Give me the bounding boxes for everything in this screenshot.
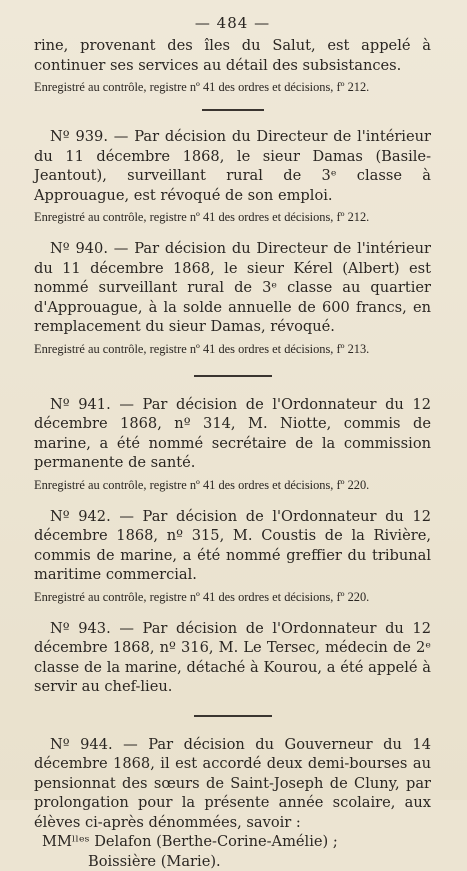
section-divider [194,715,272,717]
decision-text: Nº 939. — Par décision du Directeur de l'intérieur du 11 décembre 1868, le sieur Damas (Basile-Jeantout), surveillant rural de 3ᵉ classe à Approuague, est révoqué de son emploi. [34,127,431,205]
registry-note: Enregistré au contrôle, registre nº 41 des ordres et décisions, fº 220. [34,477,431,493]
pupil-list [34,832,431,871]
pupil-name: Delafon (Berthe-Corine-Amélie) ; [94,833,338,850]
registry-note: Enregistré au contrôle, registre nº 41 des ordres et décisions, fº 213. [34,341,431,357]
decision-text: Nº 943. — Par décision de l'Ordonnateur du 12 décembre 1868, nº 316, M. Le Tersec, médecin de 2ᵉ classe de la marine, détaché à Kourou, a été appelé à servir au chef-lieu. [34,619,431,697]
decision-entry-942 [34,507,431,605]
section-divider [194,375,272,377]
registry-note: Enregistré au contrôle, registre nº 41 des ordres et décisions, fº 220. [34,589,431,605]
title-prefix: MMˡˡᵉˢ [42,833,90,850]
decision-entry-939 [34,127,431,225]
continuation-block [34,36,431,95]
decision-entry-940 [34,239,431,357]
decision-text: Nº 944. — Par décision du Gouverneur du 14 décembre 1868, il est accordé deux demi-bourses au pensionnat des sœurs de Saint-Joseph de Cluny, par prolongation pour la présente année scolaire, aux élèves ci-après dénommées, savoir : [34,735,431,833]
registry-note: Enregistré au contrôle, registre nº 41 des ordres et décisions, fº 212. [34,209,431,225]
continuation-text: rine, provenant des îles du Salut, est appelé à continuer ses services au détail des subsistances. [34,36,431,75]
decision-text: Nº 940. — Par décision du Directeur de l'intérieur du 11 décembre 1868, le sieur Kérel (Albert) est nommé surveillant rural de 3ᵉ classe au quartier d'Approuague, à la solde annuelle de 600 francs, en remplacement du sieur Damas, révoqué. [34,239,431,337]
decision-text: Nº 942. — Par décision de l'Ordonnateur du 12 décembre 1868, nº 315, M. Coustis de la Rivière, commis de marine, a été nommé greffier du tribunal maritime commercial. [34,507,431,585]
pupil-name-2: Boissière (Marie). [34,852,431,871]
section-divider [202,109,264,111]
decision-entry-941 [34,395,431,493]
registry-note: Enregistré au contrôle, registre nº 41 des ordres et décisions, fº 212. [34,79,431,95]
decision-entry-944 [34,735,431,871]
pupil-name-1 [34,832,431,852]
decision-text: Nº 941. — Par décision de l'Ordonnateur du 12 décembre 1868, nº 314, M. Niotte, commis de marine, a été nommé secrétaire de la commission permanente de santé. [34,395,431,473]
decision-entry-943 [34,619,431,697]
page-number: — 484 — [34,14,431,32]
